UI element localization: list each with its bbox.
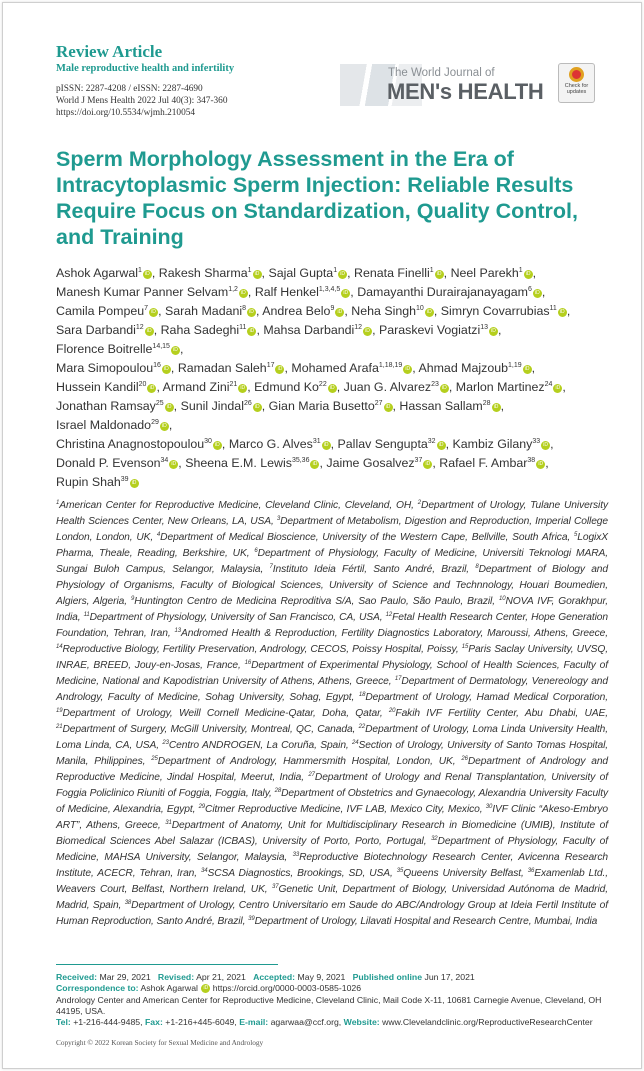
affiliation-text: Department of Urology, Weill Cornell Medicine-Qatar, Doha, Qatar,: [62, 708, 389, 719]
orcid-icon[interactable]: iD: [492, 403, 501, 412]
citation: World J Mens Health 2022 Jul 40(3): 347-360: [56, 96, 228, 106]
author-name: Mara Simopoulou: [56, 361, 154, 375]
author-affiliation-number: 1: [247, 267, 252, 274]
author: Sajal Gupta$^1$ iD ,: [268, 266, 351, 280]
affiliation-number: 3: [276, 516, 281, 522]
contact-line: [56, 1017, 608, 1028]
affiliation-number: 36: [527, 868, 535, 874]
orcid-icon[interactable]: iD: [147, 384, 156, 393]
author: Marco G. Alves$^{31}$ iD ,: [228, 437, 335, 451]
author-affiliation-number: 25: [155, 400, 164, 407]
received-date: Mar 29, 2021: [99, 972, 151, 982]
author: Hassan Sallam$^{28}$ iD ,: [399, 399, 505, 413]
orcid-icon[interactable]: iD: [169, 460, 178, 469]
orcid-icon[interactable]: iD: [341, 289, 350, 298]
author-name: Simryn Covarrubias: [440, 304, 550, 318]
orcid-icon[interactable]: iD: [201, 984, 210, 993]
affiliation-text: Department of Physiology, Faculty of Medicine, Universiti Teknologi MARA, Sungai Buloh Campus, Selangor, Malaysia,: [56, 548, 608, 575]
affiliation-text: Andromed Health & Reproduction, Fertility Diagnostics Laboratory, Maroussi, Athens, Greece,: [180, 628, 608, 639]
author-affiliation-number: 26: [243, 400, 252, 407]
affiliation: [151, 756, 461, 767]
author: Manesh Kumar Panner Selvam$^{1,2}$ iD ,: [56, 285, 252, 299]
orcid-icon[interactable]: iD: [322, 441, 331, 450]
author-affiliation-number: 13: [480, 324, 489, 331]
author-name: Florence Boitrelle: [56, 342, 153, 356]
author-name: Sarah Madani: [164, 304, 243, 318]
orcid-icon[interactable]: iD: [338, 270, 347, 279]
author-affiliation-number: 35,36: [291, 457, 310, 464]
author: Jonathan Ramsay$^{25}$ iD ,: [56, 399, 178, 413]
author-affiliation-number: 1: [137, 267, 142, 274]
affiliation-number: 11: [83, 612, 90, 618]
author-affiliation-number: 16: [153, 362, 161, 369]
author: Sunil Jindal$^{26}$ iD ,: [180, 399, 266, 413]
affiliation-number: 6: [254, 548, 258, 554]
orcid-icon[interactable]: iD: [165, 403, 174, 412]
affiliation-text: Queens University Belfast,: [403, 868, 528, 879]
author-affiliation-number: 1: [518, 267, 523, 274]
author-affiliation-number: 6: [528, 286, 532, 293]
author-name: Ralf Henkel: [254, 285, 319, 299]
affiliation-number: 8: [475, 564, 479, 570]
author-name: Raha Sadeghi: [160, 323, 240, 337]
affiliation-number: 15: [461, 644, 469, 650]
author-affiliation-number: 9: [330, 305, 335, 312]
orcid-icon[interactable]: iD: [253, 270, 262, 279]
orcid-icon[interactable]: iD: [489, 327, 498, 336]
author-name: Neel Parekh: [450, 266, 519, 280]
affiliation-text: Department of Experimental Physiology, School of Health Sciences, Faculty of Medicine, National and Kapodistrian University of Athens, Athens, Greece,: [56, 660, 609, 687]
affiliation-number: 20: [388, 708, 396, 714]
orcid-icon[interactable]: iD: [247, 308, 256, 317]
author: Hussein Kandil$^{20}$ iD ,: [56, 380, 160, 394]
orcid-icon[interactable]: iD: [247, 327, 256, 336]
author-name: Pallav Sengupta: [337, 437, 428, 451]
author: Juan G. Alvarez$^{23}$ iD ,: [343, 380, 453, 394]
orcid-icon[interactable]: iD: [160, 422, 169, 431]
affiliation-text: Fakih IVF Fertility Center, Abu Dhabi, UAE,: [395, 708, 608, 719]
website-label: Website:: [343, 1017, 380, 1028]
affiliation-text: Reproductive Biotechnology Research Center, Avicenna Research Institute, ACECR, Tehran, Iran,: [56, 852, 608, 879]
author: Sarah Madani$^8$ iD ,: [164, 304, 260, 318]
affiliation-text: Department of Medical Bioscience, University of the Western Cape, Bellville, South Africa,: [160, 532, 574, 543]
affiliation-text: Huntington Centro de Medicina Reproditiva S/A, Sao Paulo, São Paulo, Brazil,: [134, 596, 499, 607]
affiliation: [56, 644, 462, 655]
affiliation-text: SCSA Diagnostics, Brookings, SD, USA,: [207, 868, 397, 879]
affiliation-number: 35: [396, 868, 404, 874]
affiliation: [131, 596, 499, 607]
orcid-icon[interactable]: iD: [239, 289, 248, 298]
author: [56, 475, 139, 489]
orcid-icon[interactable]: iD: [403, 365, 412, 374]
affiliation: [201, 868, 397, 879]
author-list: [56, 264, 608, 492]
author-name: Ashok Agarwal: [56, 266, 138, 280]
affiliation: [162, 740, 352, 751]
correspondence-label: Correspondence to:: [56, 983, 139, 994]
affiliation-text: Department of Urology, Hamad Medical Corporation,: [365, 692, 608, 703]
affiliation-text: Department of Obstetrics and Gynaecology, Alexandria University Faculty of Medicine, Alexandria, Egypt,: [56, 788, 608, 815]
article-body: [56, 0, 608, 1071]
affiliation-number: 19: [56, 708, 63, 714]
author: Simryn Covarrubias$^{11}$ iD ,: [440, 304, 571, 318]
orcid-icon[interactable]: iD: [275, 365, 284, 374]
affiliation: [56, 724, 359, 735]
affiliation-text: Department of Urology, Centro Universitario em Saude do ABC/Andrology Group at Ideia Fertil Institute of Human Reproduction, Santo André, Brazil,: [56, 900, 609, 927]
author-name: Damayanthi Durairajanayagam: [357, 285, 529, 299]
affiliation-number: 22: [358, 724, 366, 730]
affiliation-text: Department of Urology, Tulane University Health Sciences Center, New Orleans, LA, USA,: [56, 500, 608, 527]
author-name: Andrea Belo: [262, 304, 331, 318]
author-name: Rupin Shah: [56, 475, 121, 489]
affiliation-text: IVF Clinic “Akeso-Embryo ART”, Athens, Greece,: [56, 804, 608, 831]
author: Renata Finelli$^1$ iD ,: [354, 266, 448, 280]
author-name: Armand Zini: [162, 380, 230, 394]
author: Mohamed Arafa$^{1,18,19}$ iD ,: [291, 361, 416, 375]
author-affiliation-number: 1,2: [228, 286, 238, 293]
orcid-icon[interactable]: iD: [536, 460, 545, 469]
author-name: Neha Singh: [351, 304, 417, 318]
author-affiliation-number: 22: [318, 381, 327, 388]
author-name: Manesh Kumar Panner Selvam: [56, 285, 229, 299]
author-affiliation-number: 1,3,4,5: [318, 286, 341, 293]
author: Neha Singh$^{10}$ iD ,: [351, 304, 438, 318]
author: Mahsa Darbandi$^{12}$ iD ,: [263, 323, 376, 337]
revised-date: Apr 21, 2021: [196, 972, 246, 982]
article-subject: Male reproductive health and infertility: [56, 63, 235, 74]
affiliation-number: 13: [174, 628, 181, 634]
affiliation-number: 26: [461, 756, 468, 762]
author-affiliation-number: 30: [204, 438, 212, 445]
correspondence-line: [56, 983, 608, 994]
author: Raha Sadeghi$^{11}$ iD ,: [160, 323, 260, 337]
author: Israel Maldonado$^{29}$ iD ,: [56, 418, 173, 432]
correspondence-address: Andrology Center and American Center for Reproductive Medicine, Cleveland Clinic, Mail Code X-11, 10681 Carnegie Avenue, Cleveland, OH 44195, USA.: [56, 994, 602, 1016]
author: Andrea Belo$^9$ iD ,: [262, 304, 348, 318]
affiliation-number: 29: [198, 804, 206, 810]
author-affiliation-number: 10: [416, 305, 424, 312]
affiliation-number: 10: [498, 596, 506, 602]
author: Rakesh Sharma$^1$ iD ,: [158, 266, 265, 280]
author-affiliation-number: 1: [429, 267, 434, 274]
affiliation: [56, 708, 389, 719]
author: Jaime Gosalvez$^{37}$ iD ,: [326, 456, 436, 470]
author-name: Donald P. Evenson: [56, 456, 161, 470]
affiliation-text: Department of Andrology, Hammersmith Hospital, London, UK,: [157, 756, 462, 767]
affiliation-number: 21: [56, 724, 63, 730]
affiliation-text: LogixX Pharma, Theale, Reading, Berkshire, UK,: [56, 532, 608, 559]
author-name: Mohamed Arafa: [291, 361, 379, 375]
author-name: Marco G. Alves: [228, 437, 313, 451]
affiliation-number: 23: [162, 740, 169, 746]
author-name: Paraskevi Vogiatzi: [378, 323, 481, 337]
affiliation-number: 5: [574, 532, 578, 538]
author-name: Hussein Kandil: [56, 380, 139, 394]
author: Kambiz Gilany$^{33}$ iD ,: [452, 437, 554, 451]
author-affiliation-number: 17: [266, 362, 275, 369]
orcid-icon[interactable]: iD: [533, 289, 542, 298]
author: Camila Pompeu$^7$ iD ,: [56, 304, 162, 318]
fax-value: +1-216+445-6049,: [165, 1017, 237, 1028]
affiliation-text: Reproductive Biology, Fertility Preservation, Andrology, CECOS, Poissy Hospital, Poissy,: [62, 644, 462, 655]
affiliation-text: Department of Biology and Physiology of Organisms, Faculty of Biological Sciences, University of Science and Technnology, Houari Boumedien, Algiers, Algeria,: [56, 564, 609, 607]
affiliation-text: Department of Urology, Lilavati Hospital and Research Centre, Mumbai, India: [254, 916, 598, 927]
author-affiliation-number: 1,18,19: [378, 362, 403, 369]
orcid-icon[interactable]: iD: [440, 384, 449, 393]
email-label: E-mail:: [239, 1017, 269, 1028]
affiliation: [389, 708, 608, 719]
orcid-icon[interactable]: iD: [335, 308, 344, 317]
author-name: Camila Pompeu: [56, 304, 145, 318]
affiliation-text: Fetal Health Research Center, Hope Generation Foundation, Tehran, Iran,: [56, 612, 608, 639]
affiliation: [84, 612, 386, 623]
accepted-date: May 9, 2021: [297, 972, 346, 982]
affiliation-number: 37: [271, 884, 279, 890]
revised-label: Revised:: [157, 972, 195, 982]
author-name: Marlon Martinez: [455, 380, 545, 394]
affiliation-number: 1: [56, 500, 60, 506]
author-affiliation-number: 12: [135, 324, 144, 331]
footer-divider: [56, 964, 278, 965]
affiliation: [397, 868, 528, 879]
orcid-icon[interactable]: iD: [145, 327, 154, 336]
author: Ahmad Majzoub$^{1,19}$ iD ,: [418, 361, 536, 375]
author: Rafael F. Ambar$^{38}$ iD ,: [439, 456, 549, 470]
author-affiliation-number: 39: [120, 476, 129, 483]
affiliation-number: 14: [56, 644, 63, 650]
author: Pallav Sengupta$^{32}$ iD ,: [337, 437, 450, 451]
author: Sheena E.M. Lewis$^{35,36}$ iD ,: [185, 456, 323, 470]
affiliation-text: Department of Physiology, University of San Francisco, CA, USA,: [89, 612, 386, 623]
orcid-icon[interactable]: iD: [541, 441, 550, 450]
orcid-icon[interactable]: iD: [423, 460, 432, 469]
affiliation: [248, 916, 597, 927]
affiliation-number: 31: [165, 820, 172, 826]
author-name: Rafael F. Ambar: [439, 456, 528, 470]
author-affiliation-number: 1: [333, 267, 338, 274]
dates-line: [56, 972, 608, 983]
affiliation: [175, 628, 609, 639]
orcid-icon[interactable]: iD: [162, 365, 171, 374]
logo-text-top: The World Journal of: [388, 67, 495, 79]
affiliation-number: 18: [358, 692, 366, 698]
orcid-icon[interactable]: iD: [213, 441, 222, 450]
orcid-icon[interactable]: iD: [238, 384, 247, 393]
author-affiliation-number: 37: [414, 457, 423, 464]
affiliation-number: 32: [431, 836, 438, 842]
issn: pISSN: 2287-4208 / eISSN: 2287-4690: [56, 84, 203, 94]
affiliation-text: NOVA IVF, Gorakhpur, India,: [56, 596, 609, 623]
author-affiliation-number: 21: [229, 381, 238, 388]
website-link[interactable]: www.Clevelandclinic.org/ReproductiveResearchCenter: [382, 1017, 593, 1028]
affiliation-number: 33: [292, 852, 300, 858]
affiliation-text: Department of Urology, Loma Linda University Health, Loma Linda, CA, USA,: [56, 724, 608, 751]
affiliation-number: 25: [151, 756, 158, 762]
author-name: Sunil Jindal: [180, 399, 244, 413]
affiliation-number: 28: [274, 788, 282, 794]
affiliation-text: Department of Urology and Renal Transplantation, University of Foggia Policlinico Riuniti of Foggia, Foggia, Italy,: [56, 772, 608, 799]
author-name: Rakesh Sharma: [158, 266, 248, 280]
author-affiliation-number: 1,19: [508, 362, 522, 369]
author: Paraskevi Vogiatzi$^{13}$ iD ,: [378, 323, 502, 337]
affiliation: [199, 804, 486, 815]
affiliation-number: 24: [352, 740, 359, 746]
affiliation-text: Section of Urology, University of Santo Tomas Hospital, Manila, Philippines,: [56, 740, 609, 767]
affiliation: [359, 692, 608, 703]
author-name: Ramadan Saleh: [177, 361, 267, 375]
author-affiliation-number: 20: [138, 381, 147, 388]
copyright: Copyright © 2022 Korean Society for Sexual Medicine and Andrology: [56, 1038, 264, 1048]
orcid-icon[interactable]: iD: [253, 403, 262, 412]
affiliation-number: 39: [248, 916, 255, 922]
affiliation: [56, 500, 418, 511]
orcid-icon[interactable]: iD: [524, 270, 533, 279]
author-affiliation-number: 31: [312, 438, 321, 445]
affiliation-number: 30: [485, 804, 493, 810]
author: Ashok Agarwal$^1$ iD ,: [56, 266, 156, 280]
author-name: Kambiz Gilany: [452, 437, 533, 451]
author: Neel Parekh$^1$ iD ,: [450, 266, 537, 280]
affiliation-text: Citmer Reproductive Medicine, IVF LAB, Mexico City, Mexico,: [205, 804, 486, 815]
tel-value: +1-216-444-9485,: [73, 1017, 143, 1028]
author-name: Sheena E.M. Lewis: [185, 456, 292, 470]
author-affiliation-number: 11: [239, 324, 247, 331]
author-name: Renata Finelli: [354, 266, 430, 280]
logo-text-main: MEN's HEALTH: [387, 79, 544, 104]
published-label: Published online: [352, 972, 423, 982]
author-name: Jonathan Ramsay: [56, 399, 156, 413]
orcid-icon[interactable]: iD: [425, 308, 434, 317]
orcid-icon[interactable]: iD: [384, 403, 393, 412]
affiliation-text: Centro ANDROGEN, La Coruña, Spain,: [168, 740, 353, 751]
doi-link[interactable]: https://doi.org/10.5534/wjmh.210054: [56, 108, 196, 118]
orcid-icon[interactable]: iD: [435, 270, 444, 279]
affiliation-number: 16: [244, 660, 252, 666]
affiliation-text: Department of Physiology, Faculty of Medicine, MAHSA University, Selangor, Malaysia,: [56, 836, 608, 863]
author-affiliation-number: 27: [374, 400, 383, 407]
author: Sara Darbandi$^{12}$ iD ,: [56, 323, 158, 337]
author-affiliation-number: 23: [431, 381, 439, 388]
affiliation-number: 12: [385, 612, 393, 618]
author: Christina Anagnostopoulou$^{30}$ iD ,: [56, 437, 226, 451]
affiliation-text: Genetic Unit, Department of Biology, Universidad Autónoma de Madrid, Madrid, Spain,: [56, 884, 608, 911]
accepted-label: Accepted:: [253, 972, 296, 982]
article-title: Sperm Morphology Assessment in the Era of Intracytoplasmic Sperm Injection: Reliable Results Require Focus on Standardization, Quality Control, and Training: [56, 147, 579, 249]
orcid-icon[interactable]: iD: [523, 365, 532, 374]
orcid-icon[interactable]: iD: [149, 308, 158, 317]
author: Ralf Henkel$^{1,3,4,5}$ iD ,: [254, 285, 354, 299]
affiliation-text: Department of Surgery, McGill University, Montreal, QC, Canada,: [62, 724, 359, 735]
author-affiliation-number: 8: [242, 305, 247, 312]
author-name: Edmund Ko: [254, 380, 319, 394]
author: Marlon Martinez$^{24}$ iD ,: [455, 380, 566, 394]
affiliation-number: 34: [200, 868, 208, 874]
author-affiliation-number: 7: [144, 305, 149, 312]
orcid-icon[interactable]: iD: [328, 384, 337, 393]
author-name: Christina Anagnostopoulou: [56, 437, 205, 451]
author-name: Gian Maria Busetto: [268, 399, 375, 413]
author-affiliation-number: 38: [527, 457, 536, 464]
affiliation-text: Department of Andrology and Reproductive Medicine, Jindal Hospital, Meerut, India,: [56, 756, 609, 783]
affiliation-text: American Center for Reproductive Medicine, Cleveland Clinic, Cleveland, OH,: [59, 500, 418, 511]
tel-label: Tel:: [56, 1017, 71, 1028]
article-type: Review Article: [56, 42, 163, 61]
fax-label: Fax:: [144, 1017, 163, 1028]
author-name: Mahsa Darbandi: [263, 323, 355, 337]
affiliations: [56, 498, 608, 930]
published-date: Jun 17, 2021: [424, 972, 475, 982]
affiliation-text: Department of Metabolism, Digestion and Reproduction, Imperial College London, London, UK,: [56, 516, 608, 543]
author: Mara Simopoulou$^{16}$ iD ,: [56, 361, 175, 375]
author-name: Hassan Sallam: [399, 399, 483, 413]
orcid-link[interactable]: https://orcid.org/0000-0003-0585-1026: [212, 983, 362, 994]
orcid-icon[interactable]: iD: [171, 346, 180, 355]
correspondence-name: Ashok Agarwal: [140, 983, 198, 994]
affiliation-text: Instituto Ideia Fértil, Santo André, Brazil,: [272, 564, 476, 575]
received-label: Received:: [56, 972, 98, 982]
orcid-icon[interactable]: iD: [143, 270, 152, 279]
affiliation-number: 17: [394, 676, 402, 682]
affiliation-number: 27: [308, 772, 315, 778]
author: Donald P. Evenson$^{34}$ iD ,: [56, 456, 182, 470]
author-affiliation-number: 33: [532, 438, 541, 445]
author: Armand Zini$^{21}$ iD ,: [162, 380, 251, 394]
affiliation: [157, 532, 574, 543]
author-name: Israel Maldonado: [56, 418, 152, 432]
author-affiliation-number: 12: [354, 324, 363, 331]
affiliation-number: 38: [124, 900, 132, 906]
author-affiliation-number: 28: [482, 400, 491, 407]
author-name: Sajal Gupta: [268, 266, 334, 280]
author-name: Ahmad Majzoub: [418, 361, 508, 375]
author: Damayanthi Durairajanayagam$^6$ iD ,: [357, 285, 546, 299]
orcid-icon[interactable]: iD: [437, 441, 446, 450]
orcid-icon[interactable]: iD: [130, 479, 139, 488]
author-name: Juan G. Alvarez: [343, 380, 432, 394]
author: Edmund Ko$^{22}$ iD ,: [254, 380, 341, 394]
author: Gian Maria Busetto$^{27}$ iD ,: [268, 399, 396, 413]
affiliation-number: 4: [156, 532, 161, 538]
orcid-icon[interactable]: iD: [558, 308, 567, 317]
affiliation-number: 2: [417, 500, 422, 506]
affiliation-text: Department of Anatomy, Unit for Multidisciplinary Research in Biomedicine (UMIB), Institute of Biomedical Sciences Abel Salazar (ICBAS), University of Porto, Porto, Portugal,: [56, 820, 608, 847]
affiliation-text: Department of Dermatology, Venereology and Andrology, Faculty of Medicine, Sohag University, Sohag, Egypt,: [56, 676, 608, 703]
author-affiliation-number: 34: [160, 457, 169, 464]
author: Florence Boitrelle$^{14,15}$ iD ,: [56, 342, 184, 356]
check-updates-label: Check for updates: [564, 83, 589, 95]
author-affiliation-number: 24: [544, 381, 553, 388]
affiliation-number: 7: [269, 564, 273, 570]
orcid-icon[interactable]: iD: [363, 327, 372, 336]
author-affiliation-number: 29: [151, 419, 159, 426]
affiliation: [269, 564, 479, 575]
article-footer: [56, 972, 608, 1028]
affiliation-text: Paris Saclay University, UVSQ, INRAE, BREED, Jouy-en-Josas, France,: [56, 644, 608, 671]
orcid-icon[interactable]: iD: [310, 460, 319, 469]
orcid-icon[interactable]: iD: [553, 384, 562, 393]
affiliation-text: Examenlab Ltd., Weavers Court, Belfast, Northern Ireland, UK,: [56, 868, 608, 895]
author-name: Jaime Gosalvez: [326, 456, 415, 470]
author: Ramadan Saleh$^{17}$ iD ,: [177, 361, 288, 375]
author-affiliation-number: 14,15: [152, 343, 170, 350]
author-affiliation-number: 11: [549, 305, 557, 312]
affiliation-number: 9: [131, 596, 135, 602]
author-name: Sara Darbandi: [56, 323, 136, 337]
email-link[interactable]: agarwaa@ccf.org,: [270, 1017, 342, 1028]
author-affiliation-number: 32: [427, 438, 436, 445]
